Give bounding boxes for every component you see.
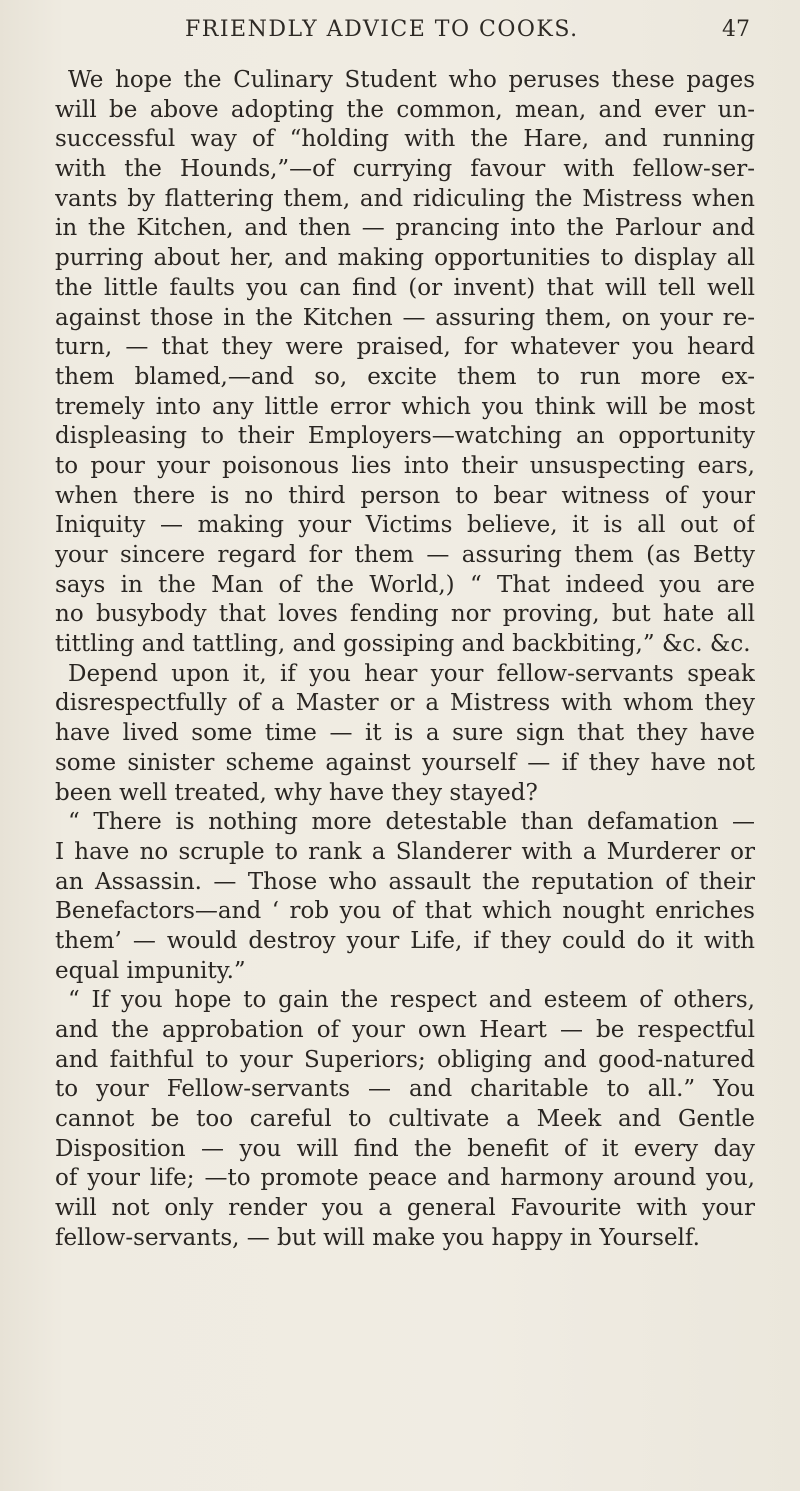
text-line: Disposition — you will find the benefit of it every day: [55, 1135, 755, 1162]
text-line: tittling and tattling, and gossiping and backbiting,” &c. &c.: [55, 631, 751, 658]
text-line: will not only render you a general Favourite with your: [55, 1195, 755, 1222]
text-line: disrespectfully of a Master or a Mistress with whom they: [55, 690, 755, 717]
text-line: of your life; —to promote peace and harmony around you,: [55, 1165, 755, 1192]
text-line: to pour your poisonous lies into their unsuspecting ears,: [55, 452, 755, 479]
page-header: [0, 17, 800, 47]
text-line: displeasing to their Employers—watching an opportunity: [55, 423, 755, 450]
text-line: vants by flattering them, and ridiculing the Mistress when: [55, 185, 755, 212]
text-line: I have no scruple to rank a Slanderer with a Murderer or: [55, 838, 755, 865]
text-line: and the approbation of your own Heart — be respectful: [55, 1017, 755, 1043]
text-line: cannot be too careful to cultivate a Meek and Gentle: [55, 1106, 755, 1133]
text-line: an Assassin. — Those who assault the reputation of their: [55, 868, 755, 895]
text-line: been well treated, why have they stayed?: [55, 779, 538, 806]
text-line: to your Fellow-servants — and charitable to all.” You: [55, 1076, 755, 1103]
text-line: “ There is nothing more detestable than defamation —: [68, 809, 755, 836]
text-line: them blamed,—and so, excite them to run more ex-: [55, 363, 755, 390]
text-line: purring about her, and making opportunities to display all: [55, 245, 755, 272]
text-line: “ If you hope to gain the respect and esteem of others,: [68, 987, 755, 1014]
text-line: them’ — would destroy your Life, if they could do it with: [55, 927, 755, 954]
text-line: Depend upon it, if you hear your fellow-servants speak: [68, 660, 755, 687]
text-line: against those in the Kitchen — assuring them, on your re-: [55, 304, 755, 331]
text-line: says in the Man of the World,) “ That indeed you are: [55, 571, 755, 598]
text-line: turn, — that they were praised, for whatever you heard: [55, 334, 755, 361]
running-head: FRIENDLY ADVICE TO COOKS.: [185, 17, 579, 42]
text-line: equal impunity.”: [55, 957, 246, 984]
text-line: the little faults you can find (or invent) that will tell well: [55, 274, 755, 301]
text-line: and faithful to your Superiors; obliging and good-natured: [55, 1046, 755, 1073]
text-line: We hope the Culinary Student who peruses these pages: [68, 67, 755, 93]
text-line: successful way of “holding with the Hare, and running: [55, 126, 755, 153]
text-line: Iniquity — making your Victims believe, it is all out of: [55, 512, 755, 539]
text-line: your sincere regard for them — assuring them (as Betty: [55, 542, 755, 568]
page-number: 47: [722, 17, 750, 42]
text-line: will be above adopting the common, mean, and ever un-: [55, 96, 755, 123]
body-text: [55, 66, 755, 1254]
text-line: tremely into any little error which you think will be most: [55, 393, 755, 420]
text-line: some sinister scheme against yourself — if they have not: [55, 749, 755, 776]
text-line: in the Kitchen, and then — prancing into the Parlour and: [55, 215, 755, 242]
text-line: with the Hounds,”—of currying favour with fellow-ser-: [55, 156, 755, 183]
text-line: fellow-servants, — but will make you happy in Yourself.: [55, 1224, 700, 1251]
text-line: Benefactors—and ‘ rob you of that which nought enriches: [55, 898, 755, 925]
text-line: when there is no third person to bear witness of your: [55, 482, 755, 509]
text-line: have lived some time — it is a sure sign that they have: [55, 720, 755, 747]
text-line: no busybody that loves fending nor proving, but hate all: [55, 601, 755, 628]
